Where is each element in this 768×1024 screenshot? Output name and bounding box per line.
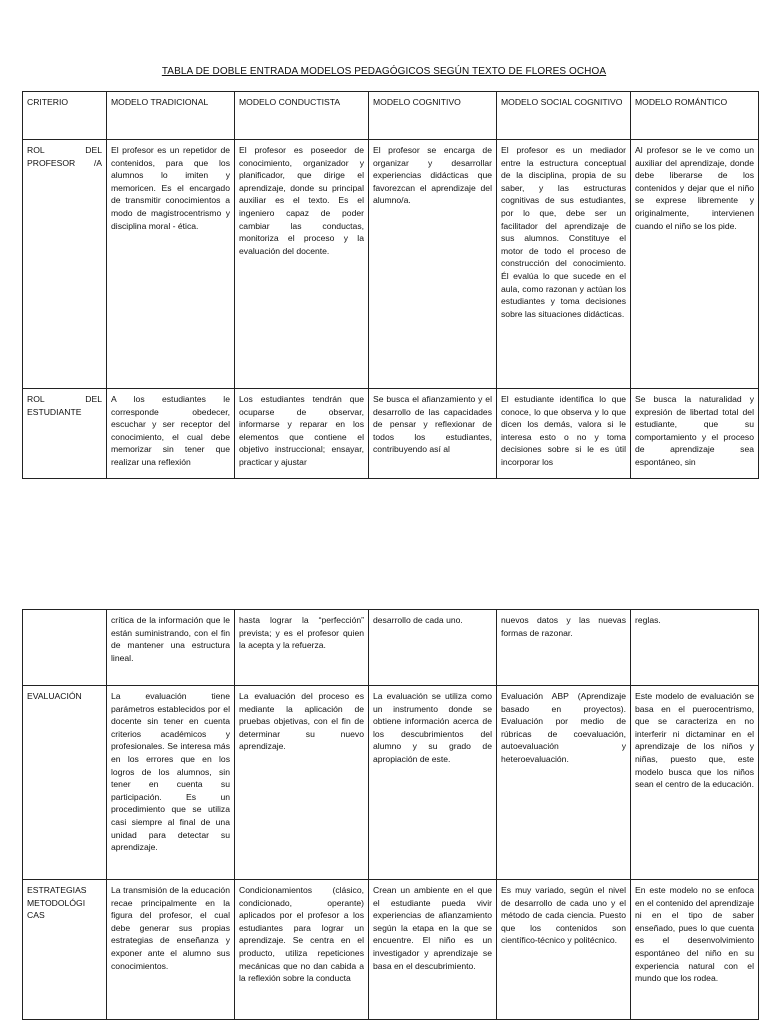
cell-text: Se busca el afianzamiento y el desarrollo de las capacidades de pensar y reflexionar de todos los estudiantes, contribuyendo así al [373,394,492,455]
criterio-empty [23,610,107,686]
header-modelo-romantico: MODELO ROMÁNTICO [631,92,759,140]
cell-text: Los estudiantes tendrán que ocuparse de observar, informarse y reparar en los elementos que contiene el objetivo instruccional; ensayar, practicar y ajustar [239,394,364,467]
models-table-part-2 [22,609,759,1020]
cell-tradicional [107,389,235,479]
cell-romantico: reglas. [631,610,759,686]
criterio-rol-estudiante [23,389,107,479]
cell-cognitivo: La evaluación se utiliza como un instrumento donde se obtiene información acerca de los descubrimientos del alumno y su grado de apropiación de este. [369,686,497,880]
cell-text: Es muy variado, según el nivel de desarrollo de cada uno y el método de cada ciencia. Puesto que los contenidos son científico-técnico y politécnico. [501,885,626,946]
cell-cognitivo [369,389,497,479]
header-modelo-tradicional: MODELO TRADICIONAL [107,92,235,140]
row-rol-profesor [23,140,759,389]
cell-tradicional: crítica de la información que le están suministrando, con el fin de mantener una estructura lineal. [107,610,235,686]
row-rol-estudiante [23,389,759,479]
cell-conductista [235,880,369,1020]
criterio-evaluacion: EVALUACIÓN [23,686,107,880]
cell-social-cognitivo: El profesor es un mediador entre la estructura conceptual de la disciplina, propia de su saber, y las estructuras cognitivas de sus estudiantes, por lo que, debe ser un facilitador del aprendizaje de sus alumnos. Constituye el motor de todo el proceso de construcción del conocimiento. Él evalúa lo que sucede en el aula, como razonan y actúan los estudiantes y toma decisiones sobre las situaciones didácticas. [497,140,631,389]
criterio-rol-profesor: ROL DEL PROFESOR /A [23,140,107,389]
cell-tradicional: El profesor es un repetidor de contenidos, para que los alumnos lo imiten y memoricen. Es el encargado de transmitir conocimientos a modo de magistrocentrismo y disciplina moral - ética. [107,140,235,389]
cell-romantico: Este modelo de evaluación se basa en el puerocentrismo, que se caracteriza en no interferir ni dictaminar en el aprendizaje de los niños y niñas, puesto que, este modelo busca que los niños sean el centro de la educación. [631,686,759,880]
cell-cognitivo [369,880,497,1020]
cell-text: Crean un ambiente en el que el estudiante pueda vivir experiencias de afianzamiento según la etapa en la que se encuentre. El niño es un investigador y aprendizaje se basa en el descubrimiento. [373,885,492,971]
row-estrategias-metodologicas [23,880,759,1020]
cell-conductista: El profesor es poseedor de conocimiento, organizador y planificador, que dirige el aprendizaje, donde su principal auxiliar es el texto. Es el ingeniero capaz de poder cambiar las conductas, monitoriza el proceso y la evaluación del docente. [235,140,369,389]
cell-text: El estudiante identifica lo que conoce, lo que observa y lo que dicen los demás, valora si le interesa esto o no y toma decisiones sobre si le es útil incorporar los [501,394,626,467]
cell-conductista [235,389,369,479]
header-modelo-conductista: MODELO CONDUCTISTA [235,92,369,140]
cell-romantico [631,880,759,1020]
cell-conductista: hasta lograr la “perfección” prevista; y es el profesor quien la acepta y la refuerza. [235,610,369,686]
cell-cognitivo: El profesor se encarga de organizar y desarrollar experiencias didácticas que favorezcan el aprendizaje del alumno/a. [369,140,497,389]
cell-text: Se busca la naturalidad y expresión de libertad total del estudiante, que su comportamiento y el proceso de aprendizaje sea espontáneo, sin [635,394,754,467]
cell-text: A los estudiantes le corresponde obedecer, escuchar y ser receptor del conocimiento, el cual debe memorizar sin tener que realizar una reflexión [111,394,230,467]
cell-tradicional [107,880,235,1020]
cell-social-cognitivo: nuevos datos y las nuevas formas de razonar. [497,610,631,686]
header-criterio: CRITERIO [23,92,107,140]
criterio-estrategias [23,880,107,1020]
criterio-estrategias-text: ESTRATEGIAS METODOLÓGICAS [27,885,87,921]
header-modelo-social-cognitivo: MODELO SOCIAL COGNITIVO [497,92,631,140]
cell-social-cognitivo [497,389,631,479]
cell-romantico [631,389,759,479]
cell-social-cognitivo: Evaluación ABP (Aprendizaje basado en proyectos). Evaluación por medio de rúbricas de coevaluación, autoevaluación y heteroevaluación. [497,686,631,880]
cell-text: Condicionamientos (clásico, condicionado, operante) aplicados por el profesor a los estudiantes para lograr un aprendizaje. Se centra en el producto, utiliza repeticiones mecánicas que no dan cabida a la reflexión sobre la conducta [239,885,364,984]
cell-romantico: Al profesor se le ve como un auxiliar del aprendizaje, donde debe liberarse de los contenidos y dejar que el niño se exprese libremente y originalmente, intervienen cuando el niño se los pide. [631,140,759,389]
cell-cognitivo: desarrollo de cada uno. [369,610,497,686]
header-modelo-cognitivo: MODELO COGNITIVO [369,92,497,140]
models-table-part-1 [22,91,759,479]
row-evaluacion [23,686,759,880]
cell-text: En este modelo no se enfoca en el contenido del aprendizaje ni en el tipo de saber enseñado, pues lo que cuenta es el desenvolvimiento espontáneo del niño en su experiencia natural con el mundo que los rodea. [635,885,754,984]
row-continuation [23,610,759,686]
cell-text: La transmisión de la educación recae principalmente en la figura del profesor, el cual debe generar sus propias estrategias de enseñanza y exponer ante el alumno sus conocimientos. [111,885,230,971]
cell-social-cognitivo [497,880,631,1020]
cell-tradicional: La evaluación tiene parámetros establecidos por el docente sin tener en cuenta criterios académicos y profesionales. Se interesa más en los errores que en los logros de los alumnos, sin tener en cuenta su participación. Es un procedimiento que se utiliza casi siempre al final de una unidad para detectar su aprendizaje. [107,686,235,880]
cell-conductista: La evaluación del proceso es mediante la aplicación de pruebas objetivas, con el fin de determinar su nuevo aprendizaje. [235,686,369,880]
criterio-rol-estudiante-text: ROL DEL ESTUDIANTE [27,394,102,417]
header-row [23,92,759,140]
document-title: TABLA DE DOBLE ENTRADA MODELOS PEDAGÓGICOS SEGÚN TEXTO DE FLORES OCHOA [161,66,607,77]
